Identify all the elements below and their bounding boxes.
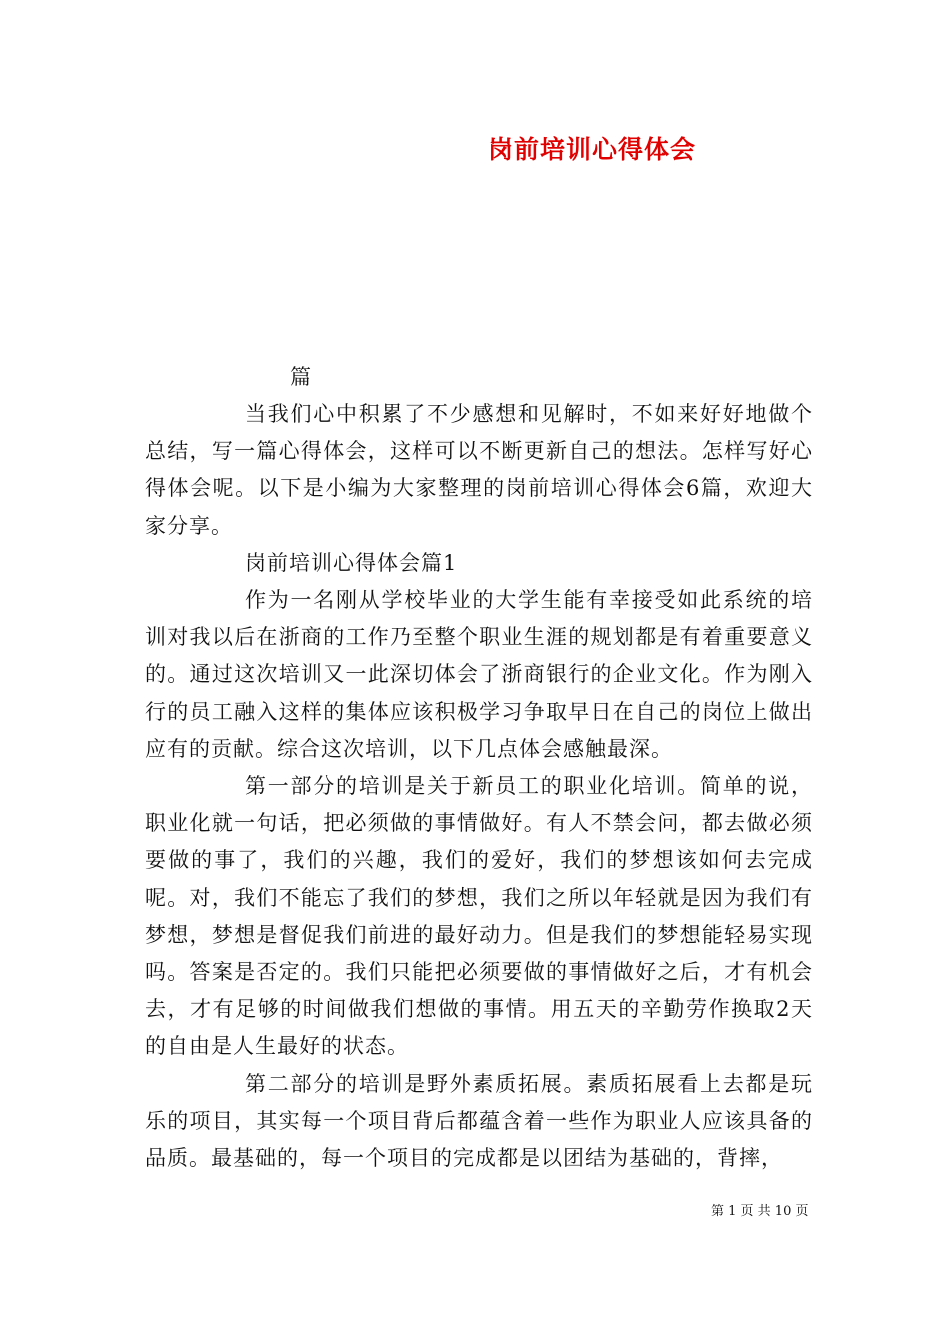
document-title: 岗前培训心得体会 xyxy=(488,135,697,164)
page-footer: 第 1 页 共 10 页 xyxy=(711,1204,809,1219)
intro-character: 篇 xyxy=(290,365,311,389)
paragraph-3: 第二部分的培训是野外素质拓展。素质拓展看上去都是玩乐的项目，其实每一个项目背后都蕴含着一些作为职业人应该具备的品质。最基础的，每一个项目的完成都是以团结为基础的，背摔， xyxy=(145,1071,813,1171)
paragraph-2: 第一部分的培训是关于新员工的职业化培训。简单的说，职业化就一句话，把必须做的事情做好。有人不禁会问，都去做必须要做的事了，我们的兴趣，我们的爱好，我们的梦想该如何去完成呢。对，我们不能忘了我们的梦想，我们之所以年轻就是因为我们有梦想，梦想是督促我们前进的最好动力。但是我们的梦想能轻易实现吗。答案是否定的。我们只能把必须要做的事情做好之后，才有机会去，才有足够的时间做我们想做的事情。用五天的辛勤劳作换取2天的自由是人生最好的状态。 xyxy=(145,774,813,1059)
paragraph-1: 作为一名刚从学校毕业的大学生能有幸接受如此系统的培训对我以后在浙商的工作乃至整个职业生涯的规划都是有着重要意义的。通过这次培训又一此深切体会了浙商银行的企业文化。作为刚入行的员工融入这样的集体应该积极学习争取早日在自己的岗位上做出应有的贡献。综合这次培训，以下几点体会感触最深。 xyxy=(145,588,813,761)
document-body xyxy=(145,396,813,1177)
paragraph-intro: 当我们心中积累了不少感想和见解时，不如来好好地做个总结，写一篇心得体会，这样可以不断更新自己的想法。怎样写好心得体会呢。以下是小编为大家整理的岗前培训心得体会6篇，欢迎大家分享。 xyxy=(145,402,813,538)
section-heading: 岗前培训心得体会篇1 xyxy=(245,550,458,575)
